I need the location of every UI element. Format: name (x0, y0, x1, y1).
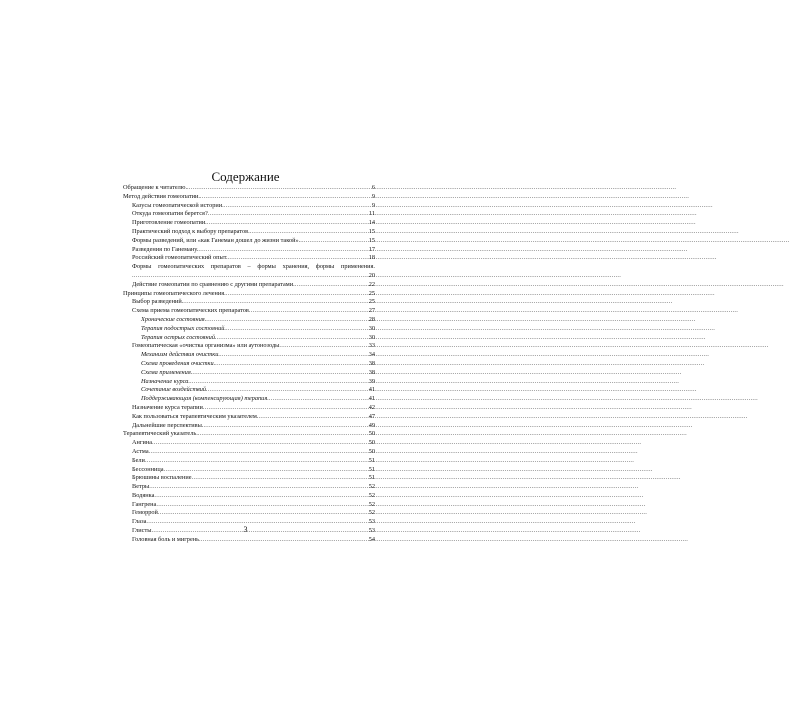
toc-entry-page: 9 (371, 192, 375, 200)
toc-entry-page: 54 (368, 535, 375, 543)
toc-entry (123, 360, 375, 369)
toc-leader-dots (154, 492, 367, 501)
toc-entry-title: Терапия острых состояний. (141, 333, 217, 341)
toc-entry-title: Ветры (132, 483, 150, 491)
toc-entry-title: Формы разведений, или «как Ганеман дошел до жизни такой». (132, 236, 301, 244)
toc-entry (123, 184, 375, 193)
toc-entry-page: 22 (368, 280, 375, 288)
toc-leader-dots (279, 342, 367, 351)
toc-entry-title: Откуда гомеопатия берется? (132, 210, 208, 218)
toc-entry-title: Головная боль и мигрень (132, 535, 199, 543)
toc-leader-dots (259, 413, 368, 422)
toc-entry-title: Российский гомеопатический опыт. (132, 254, 228, 262)
toc-entry-title: Обращение к читателю. (123, 184, 188, 191)
toc-entry-title: Принципы гомеопатического лечения. (123, 289, 226, 297)
toc-leader-dots (145, 457, 368, 466)
toc-entry-title: Метод действия гомеопатии. (123, 192, 200, 200)
toc-entry-page: 51 (368, 456, 375, 464)
toc-entry-title: Приготовление гомеопатии. (132, 219, 207, 227)
toc-entry (123, 325, 375, 334)
toc-leader-dots (250, 228, 368, 237)
toc-leader-dots (249, 307, 368, 316)
toc-entry (123, 237, 375, 246)
toc-entry-page: 15 (368, 236, 375, 244)
toc-entry-page: 27 (368, 307, 375, 315)
toc-entry-title: Механизм действия очистки. (141, 351, 220, 359)
toc-entry-page: 39 (368, 377, 375, 385)
toc-entry-page: 41 (368, 386, 375, 394)
toc-entry (123, 483, 375, 492)
toc-entry-page: 50 (368, 447, 375, 455)
toc-entry (123, 369, 375, 378)
toc-leader-dots (295, 281, 368, 290)
toc-leader-dots (132, 272, 368, 281)
toc-entry (123, 307, 375, 316)
toc-entry (123, 298, 375, 307)
toc-leader-dots (226, 325, 368, 334)
toc-entry (123, 281, 375, 290)
toc-entry-page: 41 (368, 395, 375, 403)
toc-entry-page: 6 (371, 184, 375, 191)
toc-entry-page: 30 (368, 333, 375, 341)
toc-leader-dots (208, 210, 368, 219)
toc-entry-title: Выбор разведений. (132, 298, 184, 306)
toc-entry-page: 52 (368, 500, 375, 508)
toc-leader-dots (199, 536, 368, 545)
toc-entry-title: Сочетание воздействий. (141, 386, 208, 394)
toc-leader-dots (149, 483, 368, 492)
toc-entry-title: Гангрена (132, 500, 157, 508)
toc-entry-title: Хронические состояния. (141, 315, 207, 323)
toc-entry-page: 47 (368, 412, 375, 420)
toc-entry-title: Бели (132, 456, 145, 464)
toc-entry-title: Ангина (132, 439, 153, 447)
toc-entry (123, 378, 375, 387)
toc-entry (123, 395, 375, 404)
toc-leader-dots (183, 298, 367, 307)
toc-leader-dots (156, 501, 367, 510)
toc-entry-page: 52 (368, 483, 375, 491)
toc-leader-dots (203, 404, 368, 413)
toc-leader-dots (158, 509, 368, 518)
toc-leader-dots (269, 395, 368, 404)
toc-entry-page: 49 (368, 421, 375, 429)
toc-entry (123, 254, 375, 263)
toc-entry-title: Практический подход к выбору препаратов. (132, 227, 250, 235)
page-number: 3 (243, 525, 248, 534)
toc-leader-dots (206, 316, 367, 325)
toc-entry-page: 53 (368, 518, 375, 526)
toc-entry-page: 52 (368, 491, 375, 499)
toc-entry-title: Схема приема гомеопатических препаратов (132, 307, 249, 315)
toc-entry-title: Гомеопатическая «очистка организма» или аутонозоды (132, 342, 280, 350)
toc-leader-dots (220, 351, 368, 360)
toc-entry-page: 9 (371, 201, 375, 209)
toc-entry (123, 290, 375, 299)
toc-entry-title: Назначение курса. (141, 377, 190, 385)
toc-entry-page: 38 (368, 368, 375, 376)
toc-entry (123, 246, 375, 255)
toc-leader-dots (300, 237, 368, 246)
toc-entry (123, 316, 375, 325)
toc-leader-dots (152, 439, 368, 448)
toc-entry (123, 439, 375, 448)
toc-entry (123, 351, 375, 360)
toc-leader-dots (215, 360, 368, 369)
toc-entry-page: 38 (368, 359, 375, 367)
toc-entry-page: 17 (368, 245, 375, 253)
toc-entry-page: 53 (368, 527, 375, 535)
toc-leader-dots (192, 369, 367, 378)
toc-entry-page: 28 (368, 315, 375, 323)
toc-leader-dots (228, 254, 368, 263)
toc-entry-page: 50 (368, 439, 375, 447)
toc-entry-title: Формы гомеопатических препаратов – формы хранения, формы применения. (132, 263, 375, 271)
toc-entry-title: Геморрой (132, 509, 158, 517)
toc-entry-title: Глисты (132, 527, 152, 535)
toc-entry-page: 42 (368, 403, 375, 411)
toc-entry (123, 342, 375, 351)
toc-title: Содержание (211, 169, 280, 184)
toc-leader-dots (164, 466, 368, 475)
toc-leader-dots (187, 184, 371, 193)
toc-entry-title: Терапия подострых состояний. (141, 324, 226, 332)
toc-entry (123, 509, 375, 518)
toc-entry-page: 20 (368, 271, 375, 279)
toc-entry-title: Терапевтический указатель. (123, 430, 198, 438)
toc-entry (123, 263, 375, 272)
toc-entry-page: 11 (368, 210, 375, 218)
toc-entry-title: Водянка (132, 491, 155, 499)
table-of-contents (123, 184, 375, 545)
toc-entry (123, 474, 375, 483)
toc-entry-title: Схема проведения очистки. (141, 359, 216, 367)
toc-entry (123, 492, 375, 501)
toc-entry (123, 334, 375, 343)
toc-entry (123, 202, 375, 211)
toc-leader-dots (224, 202, 371, 211)
toc-entry (123, 413, 375, 422)
toc-leader-dots (149, 448, 368, 457)
toc-entry (123, 466, 375, 475)
toc-leader-dots (208, 386, 368, 395)
toc-leader-dots (203, 422, 367, 431)
toc-entry (123, 422, 375, 431)
toc-leader-dots (198, 246, 367, 255)
toc-entry-page: 33 (368, 342, 375, 350)
toc-entry-page: 25 (368, 298, 375, 306)
toc-entry (123, 228, 375, 237)
toc-entry (123, 386, 375, 395)
toc-entry-title: Дальнейшие перспективы. (132, 421, 204, 429)
toc-entry (123, 404, 375, 413)
toc-entry-title: Астма (132, 447, 149, 455)
toc-entry (123, 536, 375, 545)
toc-entry-page: 30 (368, 324, 375, 332)
toc-entry (123, 193, 375, 202)
toc-entry-title: Назначение курса терапии (132, 403, 203, 411)
toc-entry-page: 34 (368, 351, 375, 359)
toc-entry-page: 25 (368, 289, 375, 297)
toc-entry-title: Как пользоваться терапевтическим указателем. (132, 412, 259, 420)
toc-entry (123, 457, 375, 466)
toc-entry-title: Разведения по Ганеману. (132, 245, 199, 253)
toc-leader-dots (217, 334, 368, 343)
toc-entry-page: 18 (368, 254, 375, 262)
toc-leader-dots (198, 430, 368, 439)
toc-entry-title: Глаза (132, 518, 147, 526)
toc-leader-dots (190, 378, 368, 387)
toc-entry-title: Брюшины воспаление (132, 474, 192, 482)
toc-leader-dots (200, 193, 371, 202)
toc-leader-dots (207, 219, 368, 228)
toc-entry-page: 15 (368, 227, 375, 235)
toc-entry (123, 430, 375, 439)
toc-entry-title: Бессонница (132, 465, 164, 473)
toc-leader-dots (226, 290, 368, 299)
toc-entry-page: 51 (368, 465, 375, 473)
toc-entry-title: Действие гомеопатии по сравнению с другими препаратами. (132, 280, 295, 288)
toc-entry (123, 210, 375, 219)
toc-entry-page: 51 (368, 474, 375, 482)
toc-entry (123, 272, 375, 281)
toc-entry-page: 14 (368, 219, 375, 227)
toc-entry-title: Казусы гомеопатической истории. (132, 201, 224, 209)
toc-entry (123, 219, 375, 228)
toc-entry (123, 501, 375, 510)
toc-entry-page: 50 (368, 430, 375, 438)
toc-entry-title: Поддерживающая (компенсирующая) терапия. (141, 395, 269, 403)
toc-entry-page: 52 (368, 509, 375, 517)
toc-leader-dots (192, 474, 368, 483)
toc-entry (123, 448, 375, 457)
toc-entry-title: Схема применения. (141, 368, 193, 376)
